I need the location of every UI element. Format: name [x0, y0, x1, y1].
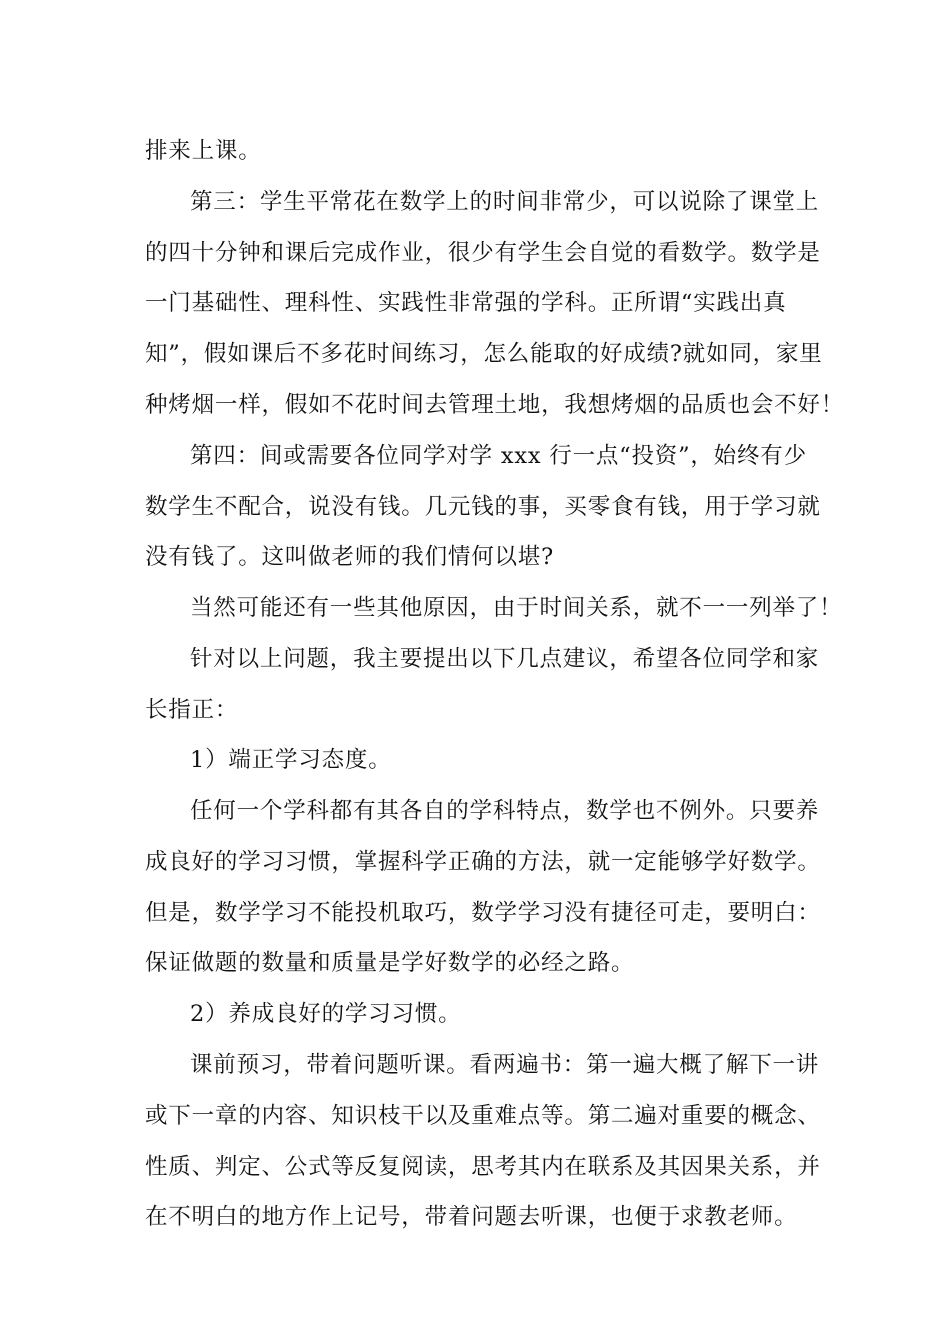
text-line: 性质、判定、公式等反复阅读，思考其内在联系及其因果关系，并 [145, 1154, 821, 1180]
paragraph-fourth-point: 第四：间或需要各位同学对学 xxx 行一点“投资”，始终有少 [190, 443, 807, 469]
text-line: 成良好的学习习惯，掌握科学正确的方法，就一定能够学好数学。 [145, 849, 821, 875]
paragraph-third-point: 第三：学生平常花在数学上的时间非常少，可以说除了课堂上 [190, 189, 820, 215]
text-line: 种烤烟一样，假如不花时间去管理土地，我想烤烟的品质也会不好！ [145, 392, 845, 418]
paragraph-suggestions-intro: 针对以上问题，我主要提出以下几点建议，希望各位同学和家 [190, 646, 820, 672]
text-line: 没有钱了。这叫做老师的我们情何以堪? [145, 544, 554, 570]
text-line: 保证做题的数量和质量是学好数学的必经之路。 [145, 950, 635, 976]
heading-attitude: 1）端正学习态度。 [190, 747, 392, 773]
text-line: 数学生不配合，说没有钱。几元钱的事，买零食有钱，用于学习就 [145, 494, 821, 520]
text-line: 一门基础性、理科性、实践性非常强的学科。正所谓“实践出真 [145, 290, 787, 316]
paragraph-preview: 课前预习，带着问题听课。看两遍书：第一遍大概了解下一讲 [190, 1052, 820, 1078]
text-line: 排来上课。 [145, 138, 262, 164]
paragraph-other-reasons: 当然可能还有一些其他原因，由于时间关系，就不一一列举了！ [190, 595, 843, 621]
text-line: 或下一章的内容、知识枝干以及重难点等。第二遍对重要的概念、 [145, 1103, 821, 1129]
text-line: 长指正： [145, 697, 239, 723]
heading-habits: 2）养成良好的学习习惯。 [190, 1001, 462, 1027]
text-line: 知”，假如课后不多花时间练习，怎么能取的好成绩?就如同，家里 [145, 341, 823, 367]
text-line: 的四十分钟和课后完成作业，很少有学生会自觉的看数学。数学是 [145, 240, 821, 266]
text-line: 但是，数学学习不能投机取巧，数学学习没有捷径可走，要明白： [145, 900, 821, 926]
paragraph-attitude: 任何一个学科都有其各自的学科特点，数学也不例外。只要养 [190, 798, 820, 824]
text-line: 在不明白的地方作上记号，带着问题去听课，也便于求教老师。 [145, 1204, 798, 1230]
